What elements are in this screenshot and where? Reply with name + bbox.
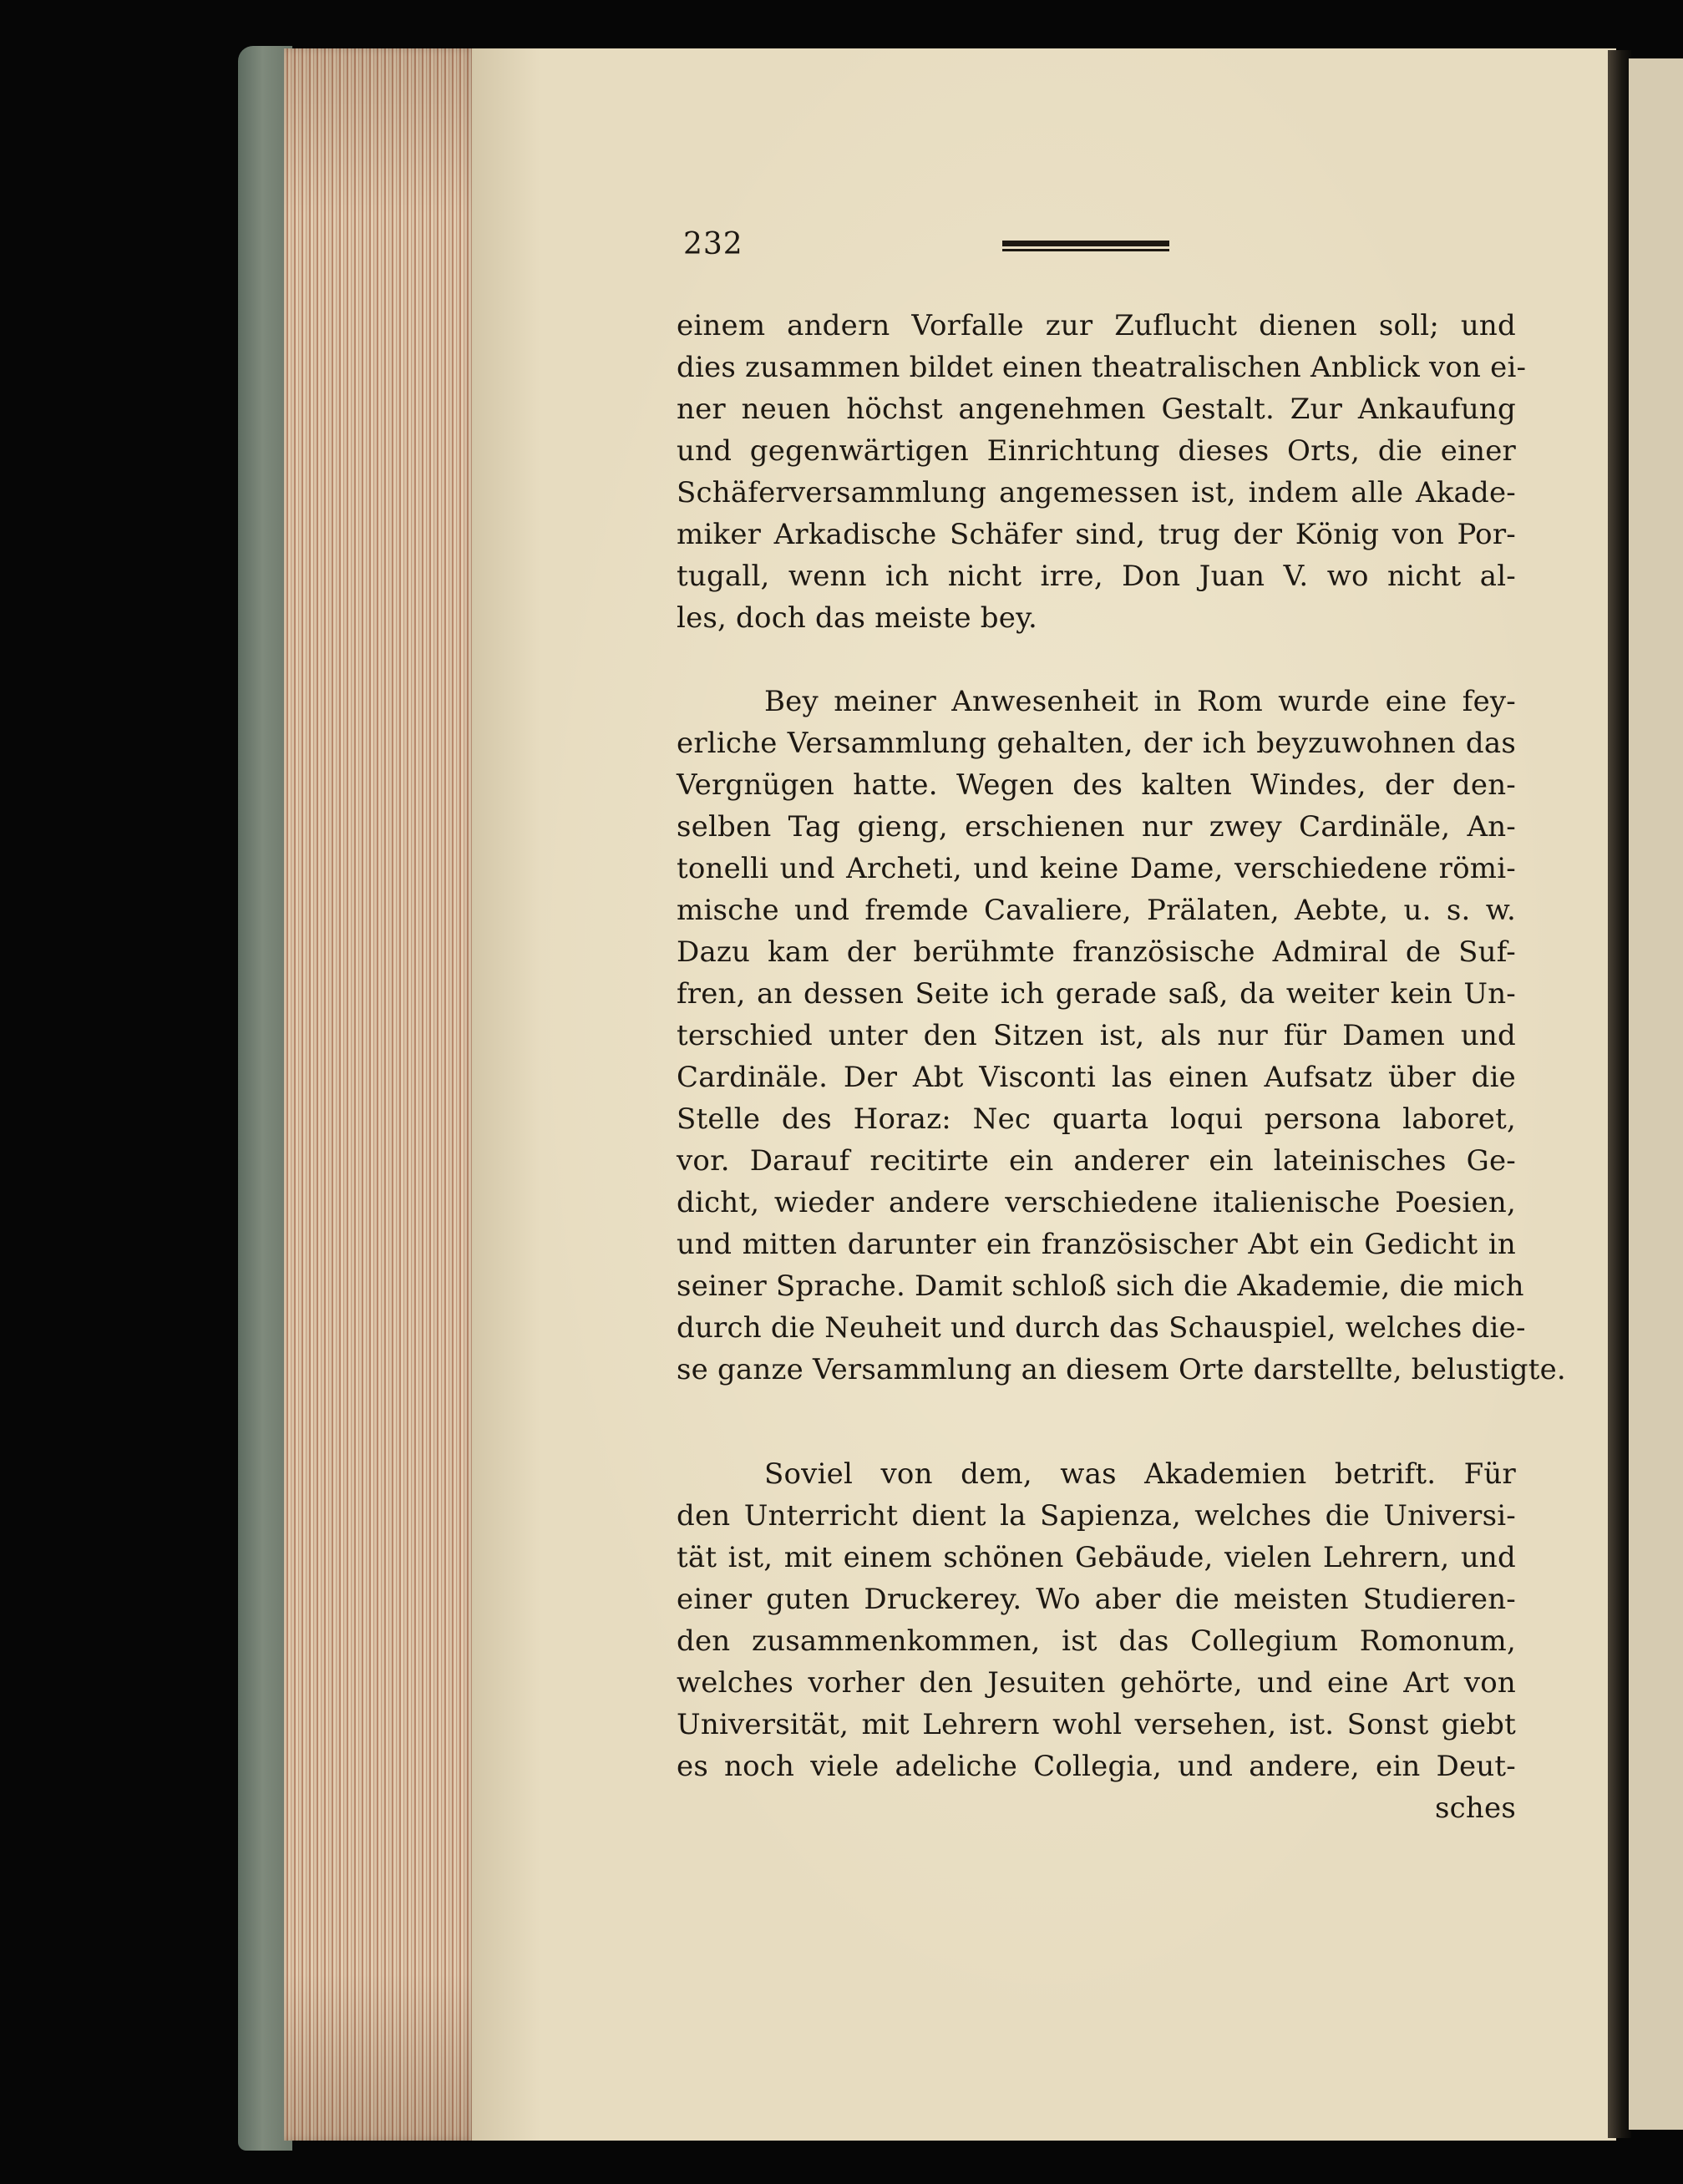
paragraph-2 <box>677 681 1566 1391</box>
text-line: Dazu kam der berühmte französische Admiral de Suf- <box>677 935 1516 969</box>
text-line: tät ist, mit einem schönen Gebäude, vielen Lehrern, und <box>677 1541 1516 1574</box>
text-line: se ganze Versammlung an diesem Orte darstellte, belustigte. <box>677 1353 1566 1386</box>
text-line: tugall, wenn ich nicht irre, Don Juan V. wo nicht al- <box>677 560 1516 593</box>
catchword: sches <box>1435 1791 1516 1825</box>
text-line: den Unterricht dient la Sapienza, welches die Universi- <box>677 1499 1516 1533</box>
text-line: ner neuen höchst angenehmen Gestalt. Zur Ankaufung <box>677 393 1516 426</box>
text-line: Universität, mit Lehrern wohl versehen, ist. Sonst giebt <box>677 1708 1516 1741</box>
text-line: Bey meiner Anwesenheit in Rom wurde eine fey- <box>764 685 1516 718</box>
text-line: miker Arkadische Schäfer sind, trug der König von Por- <box>677 518 1516 551</box>
text-line: vor. Darauf recitirte ein anderer ein lateinisches Ge- <box>677 1144 1516 1178</box>
text-line: mische und fremde Cavaliere, Prälaten, Aebte, u. s. w. <box>677 894 1516 927</box>
text-line: durch die Neuheit und durch das Schauspiel, welches die- <box>677 1311 1526 1345</box>
text-line: terschied unter den Sitzen ist, als nur für Damen und <box>677 1019 1516 1052</box>
header-rule-thin <box>1002 249 1169 251</box>
text-line: erliche Versammlung gehalten, der ich beyzuwohnen das <box>677 727 1516 760</box>
adjacent-page-edge <box>1629 58 1683 2130</box>
page-edges <box>284 48 476 2141</box>
text-line: und gegenwärtigen Einrichtung dieses Orts, die einer <box>677 434 1516 468</box>
header-rule <box>1002 241 1169 252</box>
text-line: seiner Sprache. Damit schloß sich die Akademie, die mich <box>677 1269 1524 1303</box>
text-line: Schäferversammlung angemessen ist, indem alle Akade- <box>677 476 1516 509</box>
text-line: einem andern Vorfalle zur Zuflucht dienen soll; und <box>677 309 1516 342</box>
text-line: les, doch das meiste bey. <box>677 601 1037 635</box>
header-rule-thick <box>1002 241 1169 246</box>
text-line: es noch viele adeliche Collegia, und andere, ein Deut- <box>677 1750 1516 1783</box>
text-line: fren, an dessen Seite ich gerade saß, da weiter kein Un- <box>677 977 1516 1011</box>
text-line: Soviel von dem, was Akademien betrift. Für <box>764 1457 1516 1491</box>
text-line: selben Tag gieng, erschienen nur zwey Cardinäle, An- <box>677 810 1516 844</box>
text-line: den zusammenkommen, ist das Collegium Romonum, <box>677 1624 1516 1658</box>
text-line: Vergnügen hatte. Wegen des kalten Windes, der den- <box>677 768 1516 802</box>
text-line: einer guten Druckerey. Wo aber die meisten Studieren- <box>677 1583 1516 1616</box>
paragraph-3 <box>677 1453 1516 1787</box>
text-line: und mitten darunter ein französischer Abt ein Gedicht in <box>677 1228 1516 1261</box>
text-line: welches vorher den Jesuiten gehörte, und eine Art von <box>677 1666 1516 1700</box>
text-line: Stelle des Horaz: Nec quarta loqui persona laboret, <box>677 1102 1516 1136</box>
catchword-container <box>677 1787 1516 1829</box>
page-number: 232 <box>683 227 743 261</box>
text-line: tonelli und Archeti, und keine Dame, verschiedene römi- <box>677 852 1516 885</box>
page-gutter <box>1608 50 1631 2138</box>
paragraph-1 <box>677 305 1527 639</box>
text-line: Cardinäle. Der Abt Visconti las einen Aufsatz über die <box>677 1061 1516 1094</box>
text-line: dicht, wieder andere verschiedene italienische Poesien, <box>677 1186 1516 1219</box>
text-line: dies zusammen bildet einen theatralischen Anblick von ei- <box>677 351 1527 384</box>
